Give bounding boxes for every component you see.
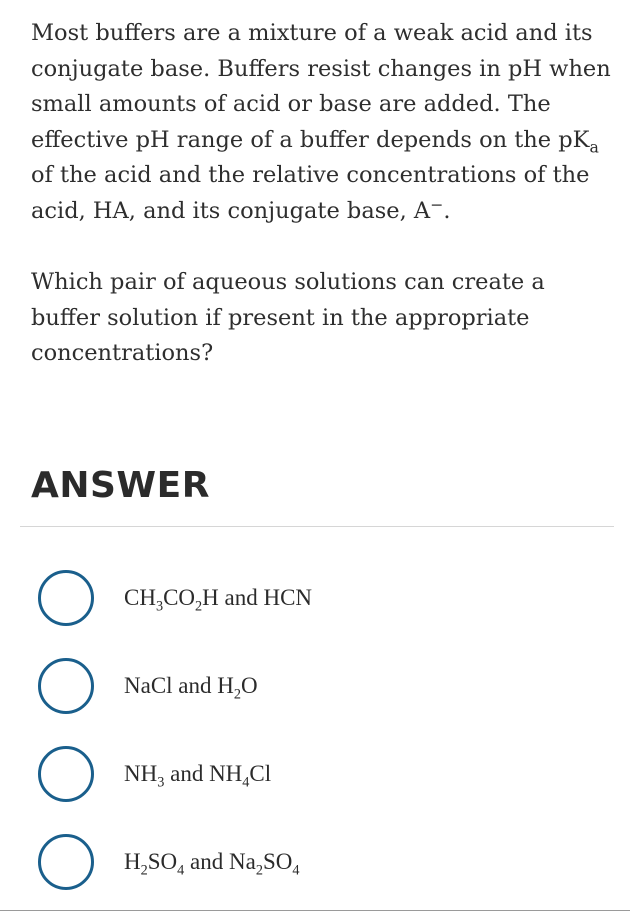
intro-text: Most buffers are a mixture of a weak acid and its conjugate base. Buffers resist changes in pH when small amounts of acid or base are added. The effective pH range of a buffer depends on the pK — [31, 20, 611, 153]
answer-divider — [20, 526, 614, 527]
formula-text: H and HCN — [202, 585, 313, 610]
formula-text: SO — [262, 849, 293, 874]
formula-text: and Na — [184, 849, 256, 874]
formula-subscript: 2 — [195, 598, 203, 615]
question-text — [31, 16, 611, 372]
radio-button[interactable] — [38, 658, 94, 714]
formula-text: NH — [124, 761, 158, 786]
formula-text: and NH — [164, 761, 243, 786]
formula-subscript: 4 — [292, 862, 300, 879]
option-label — [124, 761, 272, 791]
answer-option-3[interactable] — [38, 742, 598, 806]
question-prompt: Which pair of aqueous solutions can create a buffer solution if present in the appropriate concentrations? — [31, 269, 545, 367]
radio-button[interactable] — [38, 570, 94, 626]
formula-text: H — [124, 849, 141, 874]
question-paragraph-intro — [31, 16, 611, 230]
answer-option-1[interactable] — [38, 566, 598, 630]
formula-subscript: 2 — [233, 686, 241, 703]
answer-heading: ANSWER — [31, 465, 210, 506]
option-label — [124, 585, 313, 615]
formula-subscript: 4 — [242, 774, 250, 791]
formula-text: NaCl and H — [124, 673, 234, 698]
formula-text: CO — [163, 585, 196, 610]
option-label — [124, 849, 300, 879]
radio-button[interactable] — [38, 834, 94, 890]
formula-text: SO — [147, 849, 178, 874]
charge-superscript: − — [430, 195, 444, 215]
formula-subscript: 3 — [157, 774, 165, 791]
formula-subscript: 4 — [177, 862, 185, 879]
intro-text-end: . — [443, 197, 451, 224]
answer-option-2[interactable] — [38, 654, 598, 718]
formula-text: CH — [124, 585, 156, 610]
intro-text-continued: of the acid and the relative concentrations of the acid, HA, and its conjugate base, A — [31, 162, 590, 224]
formula-subscript: 3 — [155, 598, 164, 615]
bottom-border — [0, 910, 630, 911]
answer-option-4[interactable] — [38, 830, 598, 894]
formula-subscript: 2 — [255, 862, 263, 879]
formula-subscript: 2 — [140, 862, 148, 879]
formula-text: Cl — [249, 761, 272, 786]
option-label — [124, 673, 258, 703]
formula-text: O — [241, 673, 258, 698]
pka-subscript: a — [589, 137, 599, 157]
radio-button[interactable] — [38, 746, 94, 802]
